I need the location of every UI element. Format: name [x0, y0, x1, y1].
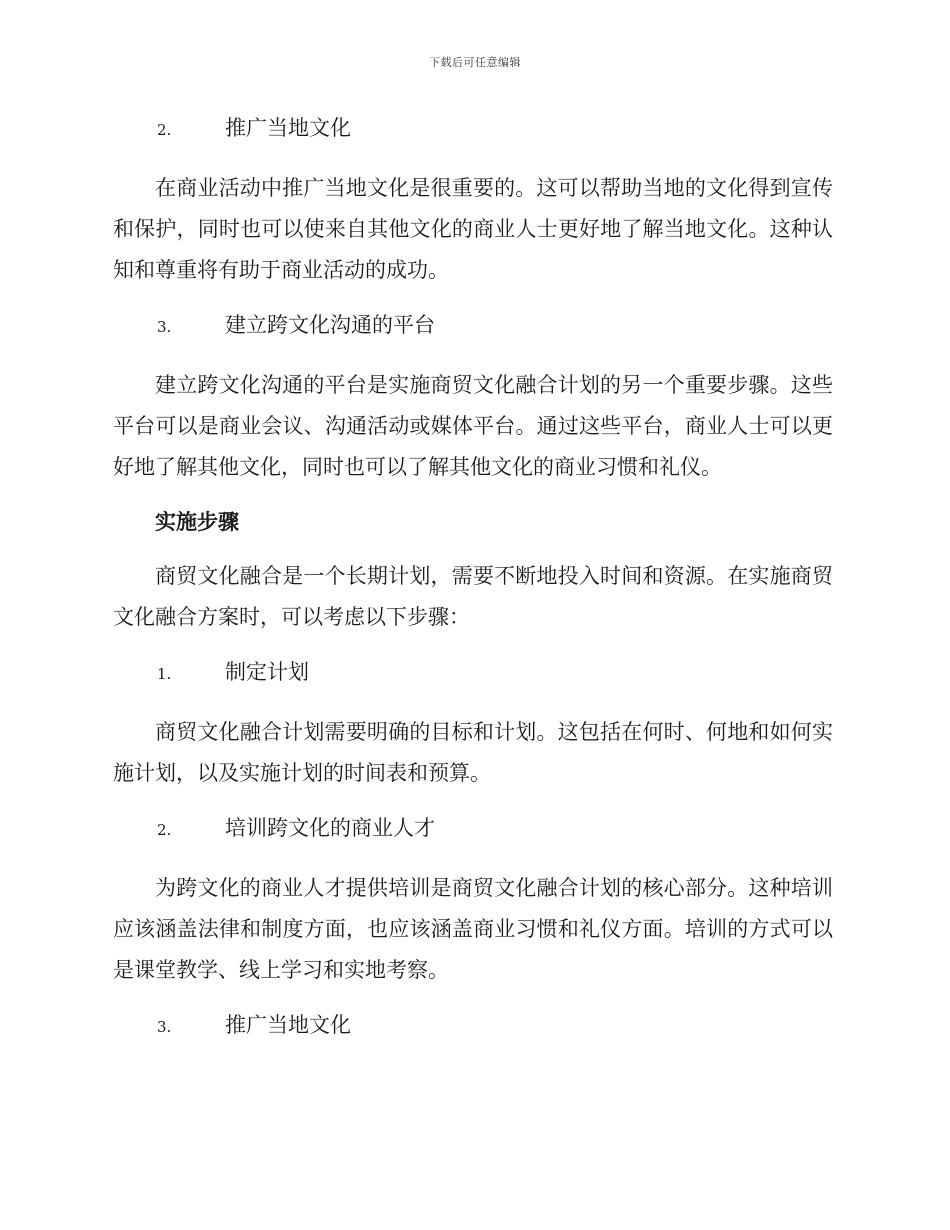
list-heading-text: 培训跨文化的商业人才	[225, 816, 435, 840]
list-number: 1.	[157, 665, 172, 683]
list-heading-text: 推广当地文化	[225, 116, 351, 140]
paragraph: 建立跨文化沟通的平台是实施商贸文化融合计划的另一个重要步骤。这些平台可以是商业会议、沟通活动或媒体平台。通过这些平台，商业人士可以更好地了解其他文化，同时也可以了解其他文化的商业习惯和礼仪。	[113, 373, 833, 479]
paragraph: 商贸文化融合是一个长期计划，需要不断地投入时间和资源。在实施商贸文化融合方案时，可以考虑以下步骤：	[113, 564, 833, 629]
list-heading	[113, 654, 833, 690]
list-number: 2.	[157, 121, 172, 139]
paragraph: 为跨文化的商业人才提供培训是商贸文化融合计划的核心部分。这种培训应该涵盖法律和制度方面，也应该涵盖商业习惯和礼仪方面。培训的方式可以是课堂教学、线上学习和实地考察。	[113, 876, 833, 982]
list-heading-text: 制定计划	[225, 660, 309, 684]
list-number: 3.	[157, 318, 172, 336]
list-heading	[113, 110, 833, 146]
list-heading-text: 建立跨文化沟通的平台	[225, 313, 435, 337]
list-heading	[113, 307, 833, 343]
list-heading-text: 推广当地文化	[225, 1013, 351, 1037]
list-heading	[113, 1007, 833, 1043]
section-title: 实施步骤	[155, 509, 239, 534]
list-number: 2.	[157, 821, 172, 839]
page-header: 下载后可任意编辑	[429, 56, 521, 69]
list-heading	[113, 810, 833, 846]
document-body	[113, 110, 833, 1065]
paragraph: 在商业活动中推广当地文化是很重要的。这可以帮助当地的文化得到宣传和保护，同时也可以使来自其他文化的商业人士更好地了解当地文化。这种认知和尊重将有助于商业活动的成功。	[113, 176, 833, 282]
paragraph: 商贸文化融合计划需要明确的目标和计划。这包括在何时、何地和如何实施计划，以及实施计划的时间表和预算。	[113, 720, 833, 785]
list-number: 3.	[157, 1018, 172, 1036]
